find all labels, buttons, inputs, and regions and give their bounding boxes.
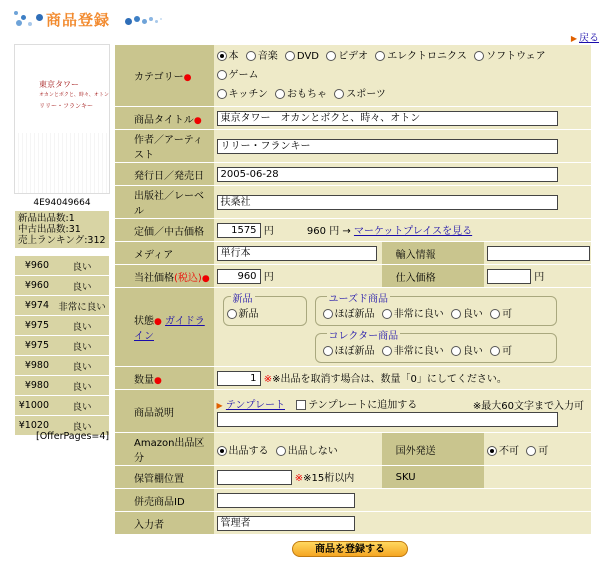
combined-id-label: 併売商品ID xyxy=(115,489,214,512)
radio-icon xyxy=(490,346,500,356)
offer-row xyxy=(15,336,109,355)
publisher-input[interactable]: 扶桑社 xyxy=(217,195,558,210)
radio-icon xyxy=(474,51,484,61)
used-count: 中古出品数:31 xyxy=(18,224,81,235)
offer-condition: 良い xyxy=(72,421,92,433)
offer-row xyxy=(15,296,109,315)
offer-condition: 良い xyxy=(72,261,92,273)
quantity-input[interactable]: 1 xyxy=(217,371,261,386)
radio-icon xyxy=(246,51,256,61)
radio-icon xyxy=(323,309,333,319)
cost-unit: 円 xyxy=(534,271,545,283)
import-input[interactable] xyxy=(487,246,590,261)
template-link[interactable]: テンプレート xyxy=(225,399,285,411)
product-code: 4E94049664 xyxy=(33,198,91,208)
offer-condition: 良い xyxy=(72,401,92,413)
radio-icon xyxy=(217,70,227,80)
used-option[interactable]: 良い xyxy=(451,309,483,320)
offer-price: ¥974 xyxy=(24,300,49,311)
cover-subtitle: オカンとボクと、時々、オトン xyxy=(39,92,109,98)
sku-label: SKU xyxy=(382,466,484,489)
offer-row xyxy=(15,256,109,275)
location-label: 保管棚位置 xyxy=(115,466,214,489)
entry-label: 入力者 xyxy=(115,512,214,535)
add-template-checkbox[interactable]: テンプレートに追加する xyxy=(296,400,417,411)
offer-condition: 良い xyxy=(72,341,92,353)
back-link[interactable]: 戻る xyxy=(579,33,599,44)
radio-icon xyxy=(326,51,336,61)
cover-edge xyxy=(15,133,109,193)
used-price: 960 円 → xyxy=(306,225,351,237)
offer-price: ¥975 xyxy=(24,340,49,351)
media-label: メディア xyxy=(115,242,214,265)
used-group-title: ユーズド商品 xyxy=(327,290,391,305)
quantity-note: ※出品を取消す場合は、数量「0」にしてください。 xyxy=(272,373,507,385)
our-price-input[interactable]: 960 xyxy=(217,269,261,284)
our-price-label: 当社価格(税込)● xyxy=(115,265,214,288)
location-input[interactable] xyxy=(217,470,292,485)
condition-new-option[interactable]: 新品 xyxy=(227,305,259,320)
cover-title: 東京タワー xyxy=(39,80,79,89)
radio-icon xyxy=(487,446,497,456)
page-title: 商品登録 xyxy=(46,11,111,29)
radio-icon xyxy=(276,446,286,456)
offer-pages: [OfferPages=4] xyxy=(36,431,110,442)
offer-condition: 非常に良い xyxy=(58,301,106,313)
release-date-input[interactable]: 2005-06-28 xyxy=(217,167,558,182)
overseas-option[interactable]: 可 xyxy=(526,446,548,457)
offer-condition: 良い xyxy=(72,361,92,373)
offer-price: ¥975 xyxy=(24,320,49,331)
offer-list xyxy=(15,256,109,436)
ranking: 売上ランキング:312 xyxy=(18,235,106,246)
radio-icon xyxy=(275,89,285,99)
radio-icon xyxy=(382,346,392,356)
offer-row xyxy=(15,276,109,295)
guideline-link[interactable]: ガイドライン xyxy=(134,316,205,342)
new-group-title: 新品 xyxy=(231,290,255,305)
amazon-option[interactable]: 出品する xyxy=(217,446,269,457)
offer-condition: 良い xyxy=(72,321,92,333)
publisher-label: 出版社／レーベル xyxy=(115,186,214,219)
used-option[interactable]: ほぼ新品 xyxy=(323,309,375,320)
used-option[interactable]: 非常に良い xyxy=(382,309,444,320)
collector-option[interactable]: 可 xyxy=(490,346,512,357)
radio-icon xyxy=(526,446,536,456)
radio-icon xyxy=(451,309,461,319)
radio-icon xyxy=(451,346,461,356)
category-option[interactable]: 本 xyxy=(217,51,239,62)
condition-label: 状態● ガイドライン xyxy=(115,288,214,367)
amazon-label: Amazon出品区分 xyxy=(115,433,214,466)
collector-group-title: コレクター商品 xyxy=(327,327,401,342)
combined-id-input[interactable] xyxy=(217,493,355,508)
radio-icon xyxy=(217,446,227,456)
offer-price: ¥1020 xyxy=(18,420,49,431)
book-cover-image xyxy=(15,45,109,193)
category-option[interactable]: キッチン xyxy=(217,89,268,100)
category-label: カテゴリー● xyxy=(115,45,214,107)
category-option[interactable]: スポーツ xyxy=(334,89,386,100)
product-form: カテゴリー● 本 音楽 DVD ビデオ エレクトロニクス ソフトウェア ゲーム キッチン おもちゃ スポーツ 商品タイトル● 東京タワー オカンとボクと、時々、オトン 作者／アーティスト リリー・フランキー 発行日／発売日 2005-06-28 出版社／レーベル 扶桑社 定価／中古価格 1575 円 960 円 → マーケットプレイスを見る メディア 単行本 輸入情報 当社価格(税込)● 960 円 仕入価格 円 状態● ガイドライン 新品 新品 ユーズド商品 ほぼ新品 非常に良い 良い 可 コレクター商品 ほぼ新品 非常に良い 良い 可 数量● 1 ※※出品を取消す場合は、数量「0」にしてください。 商品説明 ▶ テンプレート テンプレートに追加する ※最大60文字まで入力可 Amazon出品区分 出品する 出品しない 国外発送 不可 可 保管棚位置 ※※15桁以内 SKU 併売商品ID 入力者 管理者 xyxy=(115,45,591,535)
offer-row xyxy=(15,376,109,395)
collector-option[interactable]: 非常に良い xyxy=(382,346,444,357)
list-price-input[interactable]: 1575 xyxy=(217,223,261,238)
offer-price: ¥980 xyxy=(24,380,49,391)
author-label: 作者／アーティスト xyxy=(115,130,214,163)
our-price-unit: 円 xyxy=(263,271,274,283)
offer-price: ¥1000 xyxy=(18,400,49,411)
offer-price: ¥960 xyxy=(24,280,49,291)
offer-row xyxy=(15,316,109,335)
max-chars-note: ※最大60文字まで入力可 xyxy=(472,400,584,412)
title-label: 商品タイトル● xyxy=(115,107,214,130)
overseas-label: 国外発送 xyxy=(382,433,484,466)
back-link-container xyxy=(571,29,599,44)
cost-label: 仕入価格 xyxy=(382,265,484,288)
category-option[interactable]: DVD xyxy=(285,51,319,62)
used-option[interactable]: 可 xyxy=(490,309,512,320)
radio-icon xyxy=(217,51,227,61)
category-option[interactable]: おもちゃ xyxy=(275,89,327,100)
collector-option[interactable]: 良い xyxy=(451,346,483,357)
sku-value xyxy=(484,466,591,489)
collector-option[interactable]: ほぼ新品 xyxy=(323,346,375,357)
location-note: ※15桁以内 xyxy=(303,472,355,484)
radio-icon xyxy=(217,89,227,99)
new-count: 新品出品数:1 xyxy=(18,213,75,224)
radio-icon xyxy=(490,309,500,319)
offer-row xyxy=(15,356,109,375)
used-options xyxy=(323,305,517,320)
cost-input[interactable] xyxy=(487,269,531,284)
checkbox-icon xyxy=(296,400,306,410)
radio-icon xyxy=(382,309,392,319)
radio-icon xyxy=(323,346,333,356)
radio-icon xyxy=(375,51,385,61)
collector-options xyxy=(323,342,517,357)
marketplace-link[interactable]: マーケットプレイスを見る xyxy=(353,225,473,237)
category-option[interactable]: ゲーム xyxy=(217,70,259,81)
radio-icon xyxy=(334,89,344,99)
description-input[interactable] xyxy=(217,412,558,427)
amazon-option[interactable]: 出品しない xyxy=(276,446,338,457)
category-option[interactable]: エレクトロニクス xyxy=(375,51,467,62)
media-input[interactable]: 単行本 xyxy=(217,246,377,261)
radio-icon xyxy=(285,51,295,61)
title-input[interactable]: 東京タワー オカンとボクと、時々、オトン xyxy=(217,111,558,126)
price-unit: 円 xyxy=(263,225,274,237)
offer-condition: 良い xyxy=(72,381,92,393)
description-label: 商品説明 xyxy=(115,390,214,433)
offer-row xyxy=(15,396,109,415)
category-option[interactable]: 音楽 xyxy=(246,51,278,62)
radio-icon xyxy=(227,309,237,319)
import-label: 輸入情報 xyxy=(382,242,484,265)
category-options xyxy=(214,45,591,107)
sales-stats xyxy=(15,211,109,248)
category-option[interactable]: ソフトウェア xyxy=(474,51,546,62)
overseas-option[interactable]: 不可 xyxy=(487,446,519,457)
category-option[interactable]: ビデオ xyxy=(326,51,368,62)
author-input[interactable]: リリー・フランキー xyxy=(217,139,558,154)
offer-condition: 良い xyxy=(72,281,92,293)
triangle-right-icon: ▶ xyxy=(216,400,223,410)
price-label: 定価／中古価格 xyxy=(115,219,214,242)
triangle-right-icon: ▶ xyxy=(570,34,577,43)
release-label: 発行日／発売日 xyxy=(115,163,214,186)
offer-price: ¥980 xyxy=(24,360,49,371)
register-button[interactable]: 商品を登録する xyxy=(292,541,408,557)
offer-price: ¥960 xyxy=(24,260,49,271)
cover-author: リリー・フランキー xyxy=(39,103,94,110)
entry-input[interactable]: 管理者 xyxy=(217,516,355,531)
quantity-label: 数量● xyxy=(115,367,214,390)
